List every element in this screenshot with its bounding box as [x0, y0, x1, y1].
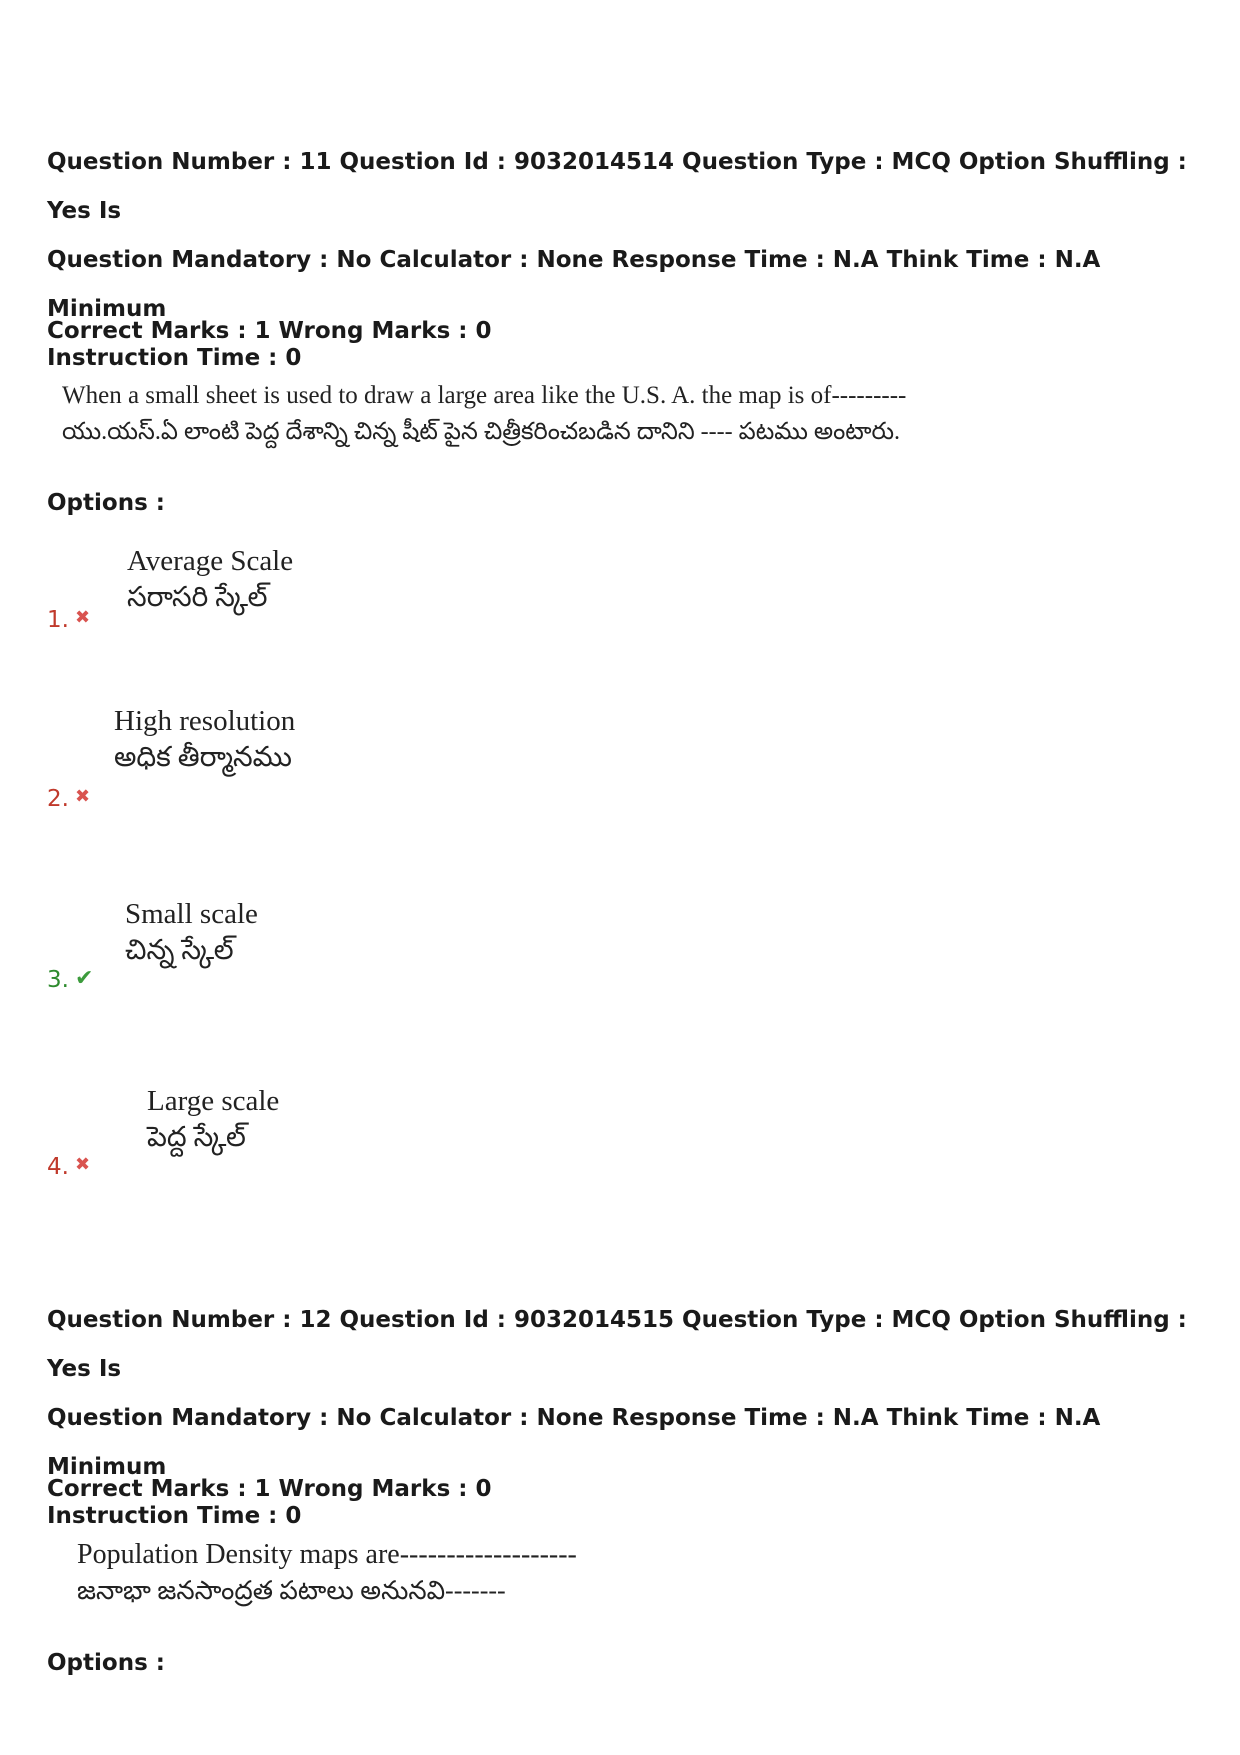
question-text-english: When a small sheet is used to draw a large area like the U.S. A. the map is of---------	[62, 382, 907, 409]
options-label: Options :	[47, 490, 165, 516]
question-12-marks: Correct Marks : 1 Wrong Marks : 0	[47, 1476, 492, 1502]
option-text-english: Small scale	[125, 898, 258, 930]
option-text-english: High resolution	[114, 705, 296, 737]
option-2-number: 2. ✖	[47, 786, 91, 812]
metadata-line: Question Number : 12 Question Id : 9032014515 Question Type : MCQ Option Shuffling : Yes Is	[47, 1307, 1187, 1382]
question-text-english: Population Density maps are-------------------	[77, 1539, 577, 1570]
cross-icon: ✖	[74, 786, 91, 807]
option-text-english: Average Scale	[127, 545, 294, 577]
question-text-telugu: యు.యస్.ఏ లాంటి పెద్ద దేశాన్ని చిన్న షీట్ పైన చిత్రీకరించబడిన దానిని ---- పటము అంటారు.	[62, 419, 901, 445]
option-3-number: 3. ✔	[47, 966, 94, 993]
check-icon: ✔	[74, 966, 94, 991]
options-label: Options :	[47, 1650, 165, 1676]
option-text-telugu: పెద్ద స్కేల్	[147, 1122, 246, 1153]
metadata-line: Question Mandatory : No Calculator : None Response Time : N.A Think Time : N.A Minimum	[47, 247, 1101, 322]
cross-icon: ✖	[74, 607, 91, 628]
option-3-content	[125, 895, 258, 969]
option-text-telugu: సరాసరి స్కేల్	[127, 582, 268, 613]
option-2-content	[114, 702, 295, 776]
question-11-metadata	[47, 138, 1217, 383]
question-12-text	[77, 1537, 577, 1609]
question-11-text	[62, 378, 906, 450]
question-11-marks: Correct Marks : 1 Wrong Marks : 0	[47, 318, 492, 344]
option-1-number: 1. ✖	[47, 607, 91, 633]
cross-icon: ✖	[74, 1154, 91, 1175]
option-1-content	[127, 542, 293, 616]
option-text-telugu: అధిక తీర్మానము	[114, 742, 292, 773]
question-text-telugu: జనాభా జనసాంద్రత పటాలు అనునవి-------	[77, 1576, 506, 1605]
question-12-metadata	[47, 1296, 1217, 1541]
option-text-telugu: చిన్న స్కేల్	[125, 935, 234, 966]
option-4-number: 4. ✖	[47, 1154, 91, 1180]
metadata-line: Question Number : 11 Question Id : 9032014514 Question Type : MCQ Option Shuffling : Yes Is	[47, 149, 1187, 224]
metadata-line: Instruction Time : 0	[47, 345, 302, 371]
option-text-english: Large scale	[147, 1085, 280, 1117]
metadata-line: Question Mandatory : No Calculator : None Response Time : N.A Think Time : N.A Minimum	[47, 1405, 1101, 1480]
option-4-content	[147, 1082, 279, 1156]
metadata-line: Instruction Time : 0	[47, 1503, 302, 1529]
